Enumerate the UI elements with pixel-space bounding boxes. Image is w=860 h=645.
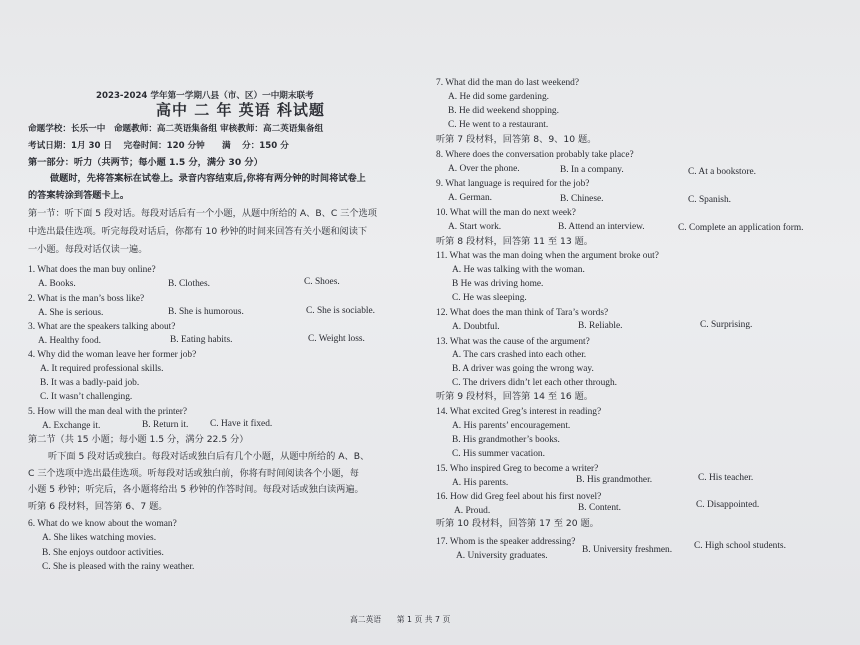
q10-option-a: A. Start work. — [448, 222, 502, 232]
section2-line-1: 听下面 5 段对话或独白。每段对话或独白后有几个小题，从题中所给的 A、B、 — [48, 451, 370, 462]
q5-option-b: B. Return it. — [142, 420, 189, 430]
q14-option-b: B. His grandmother’s books. — [452, 435, 560, 445]
q5-option-a: A. Exchange it. — [42, 421, 101, 431]
q1-option-b: B. Clothes. — [168, 279, 210, 289]
q4-option-c: C. It wasn’t challenging. — [40, 392, 133, 402]
q11-option-b: B He was driving home. — [452, 279, 544, 289]
q11-option-a: A. He was talking with the woman. — [452, 265, 585, 275]
q12-option-b: B. Reliable. — [578, 321, 623, 331]
q2-option-a: A. She is serious. — [38, 308, 104, 318]
section1-line-2: 中选出最佳选项。听完每段对话后，你都有 10 秒钟的时间来回答有关小题和阅读下 — [28, 226, 368, 237]
question-3: 3. What are the speakers talking about? — [28, 322, 176, 332]
school-line: 命题学校：长乐一中 命题教师：高二英语集备组 审核教师：高二英语集备组 — [28, 124, 324, 134]
listen-10: 听第 10 段材料，回答第 17 至 20 题。 — [436, 518, 599, 529]
section2-line-3: 小题 5 秒钟；听完后，各小题将给出 5 秒钟的作答时间。每段对话或独白读两遍。 — [28, 484, 364, 495]
question-1: 1. What does the man buy online? — [28, 265, 156, 275]
q3-option-c: C. Weight loss. — [308, 334, 365, 344]
question-17: 17. Whom is the speaker addressing? — [436, 537, 576, 547]
section1-line-3: 一小题。每段对话仅读一遍。 — [28, 244, 148, 255]
exam-line: 2023-2024 学年第一学期八县（市、区）一中期末联考 — [96, 91, 314, 101]
q14-option-c: C. His summer vacation. — [452, 449, 545, 459]
q6-option-b: B. She enjoys outdoor activities. — [42, 548, 164, 558]
q8-option-b: B. In a company. — [560, 165, 624, 175]
q5-option-c: C. Have it fixed. — [210, 419, 273, 429]
q7-option-c: C. He went to a restaurant. — [448, 120, 549, 130]
q16-option-a: A. Proud. — [454, 506, 491, 516]
q15-option-c: C. His teacher. — [698, 473, 754, 483]
q8-option-a: A. Over the phone. — [448, 164, 520, 174]
question-2: 2. What is the man’s boss like? — [28, 294, 145, 304]
question-8: 8. Where does the conversation probably take place? — [436, 150, 634, 160]
q12-option-c: C. Surprising. — [700, 320, 753, 330]
q10-option-c: C. Complete an application form. — [678, 223, 804, 233]
section1-line-1: 第一节：听下面 5 段对话。每段对话后有一个小题，从题中所给的 A、B、C 三个选项 — [28, 208, 377, 219]
q1-option-c: C. Shoes. — [304, 277, 340, 287]
q7-option-a: A. He did some gardening. — [448, 92, 550, 102]
page-footer: 高二英语 第 1 页 共 7 页 — [350, 615, 451, 624]
question-4: 4. Why did the woman leave her former job? — [28, 350, 197, 360]
q13-option-c: C. The drivers didn’t let each other through. — [452, 378, 617, 388]
q16-option-c: C. Disappointed. — [696, 500, 760, 510]
q15-option-b: B. His grandmother. — [576, 475, 653, 485]
q2-option-c: C. She is sociable. — [306, 306, 376, 316]
question-11: 11. What was the man doing when the argument broke out? — [436, 251, 659, 261]
section2-line-4: 听第 6 段材料，回答第 6、7 题。 — [28, 501, 168, 512]
q16-option-b: B. Content. — [578, 503, 621, 513]
question-16: 16. How did Greg feel about his first novel? — [436, 492, 602, 502]
part1-instructions-2: 的答案转涂到答题卡上。 — [28, 190, 130, 201]
q6-option-a: A. She likes watching movies. — [42, 533, 157, 543]
q3-option-b: B. Eating habits. — [170, 335, 233, 345]
part1-heading: 第一部分：听力（共两节；每小题 1.5 分，满分 30 分） — [28, 157, 263, 168]
q9-option-a: A. German. — [448, 193, 492, 203]
question-5: 5. How will the man deal with the printer? — [28, 407, 188, 417]
section2-line-2: C 三个选项中选出最佳选项。听每段对话或独白前，你将有时间阅读各个小题，每 — [28, 468, 359, 479]
q4-option-a: A. It required professional skills. — [40, 364, 164, 374]
q1-option-a: A. Books. — [38, 279, 76, 289]
listen-8: 听第 8 段材料，回答第 11 至 13 题。 — [436, 236, 593, 247]
q13-option-b: B. A driver was going the wrong way. — [452, 364, 594, 374]
question-12: 12. What does the man think of Tara’s words? — [436, 308, 609, 318]
q9-option-c: C. Spanish. — [688, 195, 731, 205]
question-9: 9. What language is required for the job? — [436, 179, 590, 189]
q10-option-b: B. Attend an interview. — [558, 222, 645, 232]
q8-option-c: C. At a bookstore. — [688, 167, 756, 177]
question-10: 10. What will the man do next week? — [436, 208, 576, 218]
q13-option-a: A. The cars crashed into each other. — [452, 350, 587, 360]
q12-option-a: A. Doubtful. — [452, 322, 500, 332]
q9-option-b: B. Chinese. — [560, 194, 604, 204]
listen-7: 听第 7 段材料，回答第 8、9、10 题。 — [436, 134, 597, 145]
q17-option-b: B. University freshmen. — [582, 545, 673, 555]
listen-9: 听第 9 段材料，回答第 14 至 16 题。 — [436, 391, 593, 402]
q11-option-c: C. He was sleeping. — [452, 293, 527, 303]
question-13: 13. What was the cause of the argument? — [436, 337, 590, 347]
part1-instructions-1: 做题时，先将答案标在试卷上。录音内容结束后,你将有两分钟的时间将试卷上 — [50, 173, 366, 184]
time-line: 考试日期：1月 30 日 完卷时间：120 分钟 满 分：150 分 — [28, 141, 289, 151]
question-14: 14. What excited Greg’s interest in reading? — [436, 407, 602, 417]
q2-option-b: B. She is humorous. — [168, 307, 244, 317]
q6-option-c: C. She is pleased with the rainy weather. — [42, 562, 195, 572]
q17-option-a: A. University graduates. — [456, 551, 548, 561]
q15-option-a: A. His parents. — [452, 478, 509, 488]
section2-heading: 第二节（共 15 小题；每小题 1.5 分，满分 22.5 分） — [28, 434, 249, 445]
question-6: 6. What do we know about the woman? — [28, 519, 177, 529]
q14-option-a: A. His parents’ encouragement. — [452, 421, 571, 431]
q17-option-c: C. High school students. — [694, 541, 786, 551]
q4-option-b: B. It was a badly-paid job. — [40, 378, 140, 388]
q7-option-b: B. He did weekend shopping. — [448, 106, 559, 116]
question-7: 7. What did the man do last weekend? — [436, 78, 580, 88]
question-15: 15. Who inspired Greg to become a writer? — [436, 464, 599, 474]
q3-option-a: A. Healthy food. — [38, 336, 102, 346]
page-title: 高中 二 年 英语 科试题 — [156, 101, 325, 119]
